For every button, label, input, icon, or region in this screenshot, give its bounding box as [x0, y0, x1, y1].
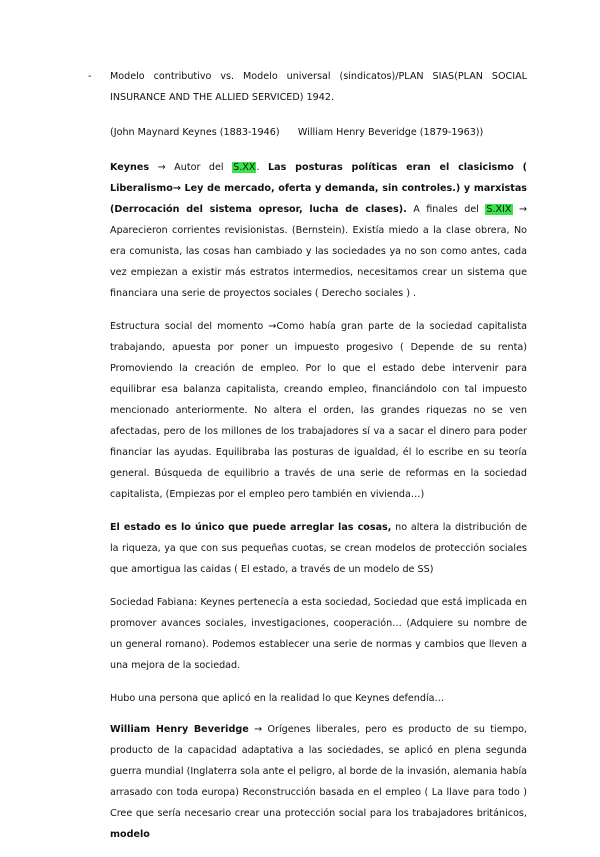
keynes-text-1: → Autor del [149, 162, 233, 173]
authors-line [110, 122, 527, 143]
paragraph-fabiana: Sociedad Fabiana: Keynes pertenecía a esta sociedad, Sociedad que está implicada en promover avances sociales, investigaciones, cooperación… (Adquiere su nombre de un general romano). Podemos establecer una serie de normas y cambios que lleven a una mejora de la sociedad. [110, 597, 527, 671]
paragraph-estado [110, 517, 527, 580]
keynes-bold-postures: Las posturas políticas eran el clasicismo ( Liberalismo→ Ley de mercado, oferta y demanda, sin controles.) y marxistas (Derrocación del sistema opresor, lucha de clases). [110, 162, 527, 215]
bullet-mark: - [88, 71, 92, 82]
author-beveridge: William Henry Beveridge (1879-1963)) [297, 127, 484, 138]
estado-bold: El estado es lo único que puede arreglar las cosas, [110, 522, 392, 533]
keynes-text-2: . [256, 162, 269, 173]
keynes-text-4: → Aparecieron corrientes revisionistas. (Bernstein). Existía miedo a la clase obrera, No era comunista, las cosas han cambiado y las sociedades ya no son como antes, cada vez empiezan a existir más estratos intermedios, necesitamos crear un sistema que financiara una serie de proyectos sociales ( Derecho sociales ) . [110, 204, 527, 299]
document-body [88, 66, 528, 857]
beveridge-rest: → Orígenes liberales, pero es producto de su tiempo, producto de la capacidad adaptativa a las sociedades, se aplicó en plena segunda guerra mundial (Inglaterra sola ante el peligro, al borde de la invasión, alemania había arrasado con toda europa) Reconstrucción basada en el empleo ( La llave para todo ) Cree que sería necesario crear una protección social para los trabajadores británicos, [110, 724, 528, 819]
highlight-sxx: S.XX [233, 162, 256, 173]
paragraph-keynes [110, 157, 527, 304]
paragraph-hubo: Hubo una persona que aplicó en la realidad lo que Keynes defendía… [110, 693, 445, 704]
bullet-text: Modelo contributivo vs. Modelo universal (sindicatos)/PLAN SIAS(PLAN SOCIAL INSURANCE AND THE ALLIED SERVICED) 1942. [110, 71, 527, 103]
paragraph-beveridge [110, 719, 527, 845]
author-keynes: (John Maynard Keynes (1883-1946) [110, 127, 280, 138]
estado-rest: no altera la distribución de la riqueza, ya que con sus pequeñas cuotas, se crean modelos de protección sociales que amortigua las caidas ( El estado, a través de un modelo de SS) [110, 522, 528, 575]
beveridge-name: William Henry Beveridge [110, 724, 249, 735]
beveridge-tail: modelo [110, 829, 150, 840]
highlight-sxix: S.XIX [486, 204, 512, 215]
bullet-item [88, 66, 527, 108]
paragraph-estructura: Estructura social del momento →Como había gran parte de la sociedad capitalista trabajando, apuesta por poner un impuesto progesivo ( Depende de su renta) Promoviendo la creación de empleo. Por lo que el estado debe intervenir para equilibrar esa balanza capitalista, creando empleo, financiándolo con tal impuesto mencionado anteriormente. No altera el orden, las grandes riquezas no se ven afectadas, pero de los millones de los trabajadores sí va a sacar el dinero para poder financiar las ayudas. Equilibraba las posturas de igualdad, él lo escribe en su teoría general. Búsqueda de equilibrio a través de una serie de reformas en la sociedad capitalista, (Empiezas por el empleo pero también en vivienda…) [110, 321, 527, 500]
keynes-name: Keynes [110, 162, 150, 173]
keynes-text-3: A finales del [406, 204, 486, 215]
